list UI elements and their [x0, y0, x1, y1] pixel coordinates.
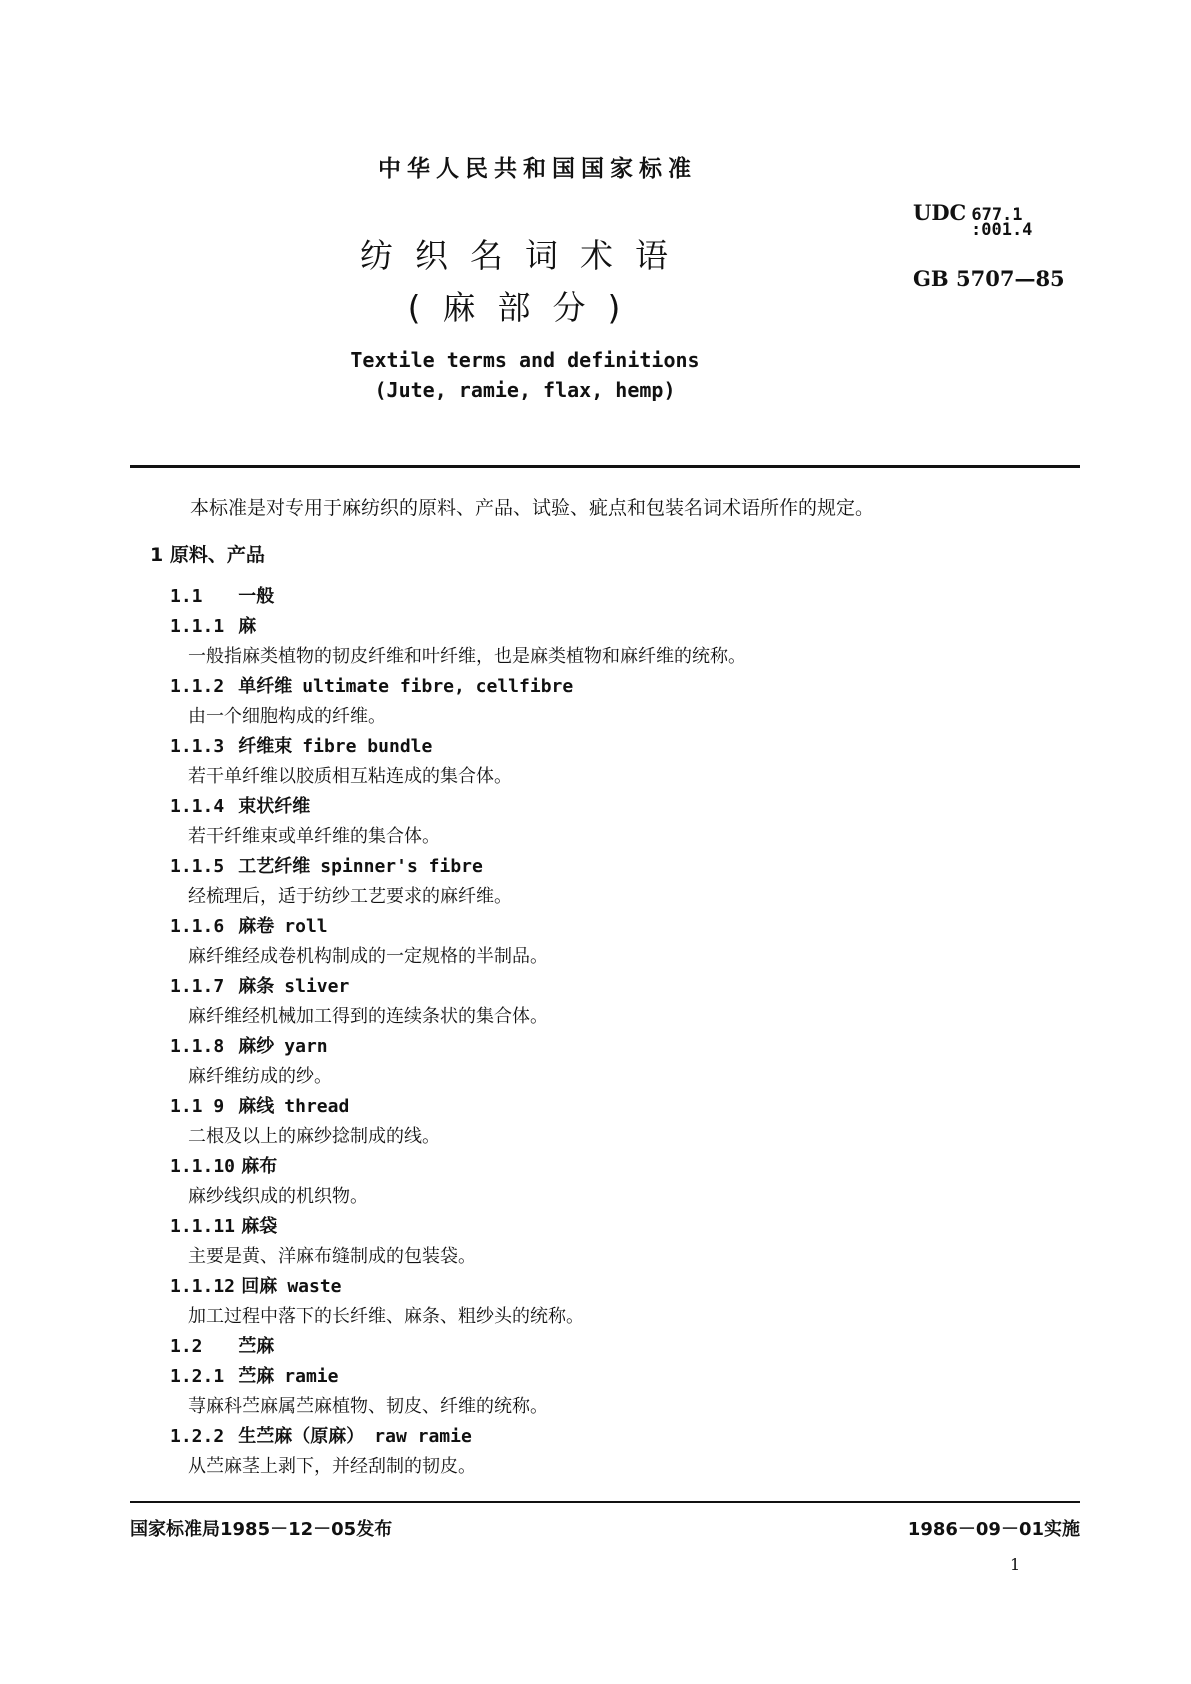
term-definition: 若干纤维束或单纤维的集合体。: [188, 826, 440, 847]
term-definition: 加工过程中落下的长纤维、麻条、粗纱头的统称。: [188, 1306, 584, 1327]
term-en: raw ramie: [374, 1426, 472, 1447]
term-cn: 生苎麻（原麻）: [232, 1426, 365, 1447]
term-heading: [170, 912, 328, 938]
term-cn: 束状纤维: [232, 796, 311, 817]
top-divider: [130, 465, 1080, 468]
udc-code: [913, 200, 1033, 240]
term-number: 1.1 9: [170, 1096, 225, 1117]
term-heading: [170, 612, 256, 638]
term-heading: [170, 582, 274, 608]
term-definition: 荨麻科苎麻属苎麻植物、韧皮、纤维的统称。: [188, 1396, 548, 1417]
term-definition: 一般指麻类植物的韧皮纤维和叶纤维，也是麻类植物和麻纤维的统称。: [188, 646, 746, 667]
term-definition: 若干单纤维以胶质相互粘连成的集合体。: [188, 766, 512, 787]
term-number: 1.1.1: [170, 616, 225, 637]
effective-date: 1986－09－01实施: [907, 1519, 1080, 1540]
term-cn: 麻: [232, 616, 257, 637]
term-definition: 从苎麻茎上剥下，并经刮制的韧皮。: [188, 1456, 476, 1477]
term-cn: 回麻: [235, 1276, 278, 1297]
term-cn: 一般: [232, 586, 275, 607]
term-en: spinner's fibre: [320, 856, 483, 877]
term-definition: 麻纤维经机械加工得到的连续条状的集合体。: [188, 1006, 548, 1027]
page-number: 1: [1010, 1555, 1021, 1574]
term-cn: 单纤维: [232, 676, 293, 697]
term-cn: 苎麻: [232, 1336, 275, 1357]
term-number: 1.1: [170, 586, 203, 607]
term-cn: 麻线: [232, 1096, 275, 1117]
term-heading: [170, 1332, 274, 1358]
intro-paragraph: 本标准是对专用于麻纺织的原料、产品、试验、疵点和包装名词术语所作的规定。: [190, 497, 875, 519]
term-number: 1.2.1: [170, 1366, 225, 1387]
term-cn: 麻布: [235, 1156, 278, 1177]
term-number: 1.1.4: [170, 796, 225, 817]
term-number: 1.2.2: [170, 1426, 225, 1447]
term-definition: 经梳理后，适于纺纱工艺要求的麻纤维。: [188, 886, 512, 907]
national-standard-heading: 中华人民共和国国家标准: [378, 156, 697, 182]
term-number: 1.2: [170, 1336, 203, 1357]
term-heading: [170, 1272, 342, 1298]
term-heading: [170, 1422, 472, 1448]
term-en: roll: [284, 916, 328, 937]
term-cn: 工艺纤维: [232, 856, 311, 877]
title-en: Textile terms and definitions: [350, 348, 700, 372]
udc-line1: 677.1: [971, 205, 1023, 225]
term-en: sliver: [284, 976, 350, 997]
gb-code: GB 5707—85: [913, 266, 1065, 291]
term-number: 1.1.7: [170, 976, 225, 997]
term-heading: [170, 1032, 328, 1058]
term-en: ultimate fibre, cellfibre: [302, 676, 574, 697]
subtitle-cn: (麻部分): [407, 288, 643, 327]
term-heading: [170, 1362, 338, 1388]
term-cn: 麻条: [232, 976, 275, 997]
term-heading: [170, 792, 310, 818]
term-number: 1.1.6: [170, 916, 225, 937]
issue-date: 国家标准局1985－12－05发布: [130, 1519, 393, 1540]
term-en: ramie: [284, 1366, 339, 1387]
term-heading: [170, 852, 483, 878]
term-en: waste: [287, 1276, 342, 1297]
term-heading: [170, 672, 573, 698]
term-number: 1.1.10: [170, 1156, 236, 1177]
term-number: 1.1.8: [170, 1036, 225, 1057]
term-definition: 麻纤维经成卷机构制成的一定规格的半制品。: [188, 946, 548, 967]
term-cn: 纤维束: [232, 736, 293, 757]
term-definition: 由一个细胞构成的纤维。: [188, 706, 386, 727]
udc-line2: :001.4: [971, 220, 1033, 240]
term-en: yarn: [284, 1036, 328, 1057]
term-en: fibre bundle: [302, 736, 433, 757]
term-heading: [170, 1152, 277, 1178]
udc-label: UDC: [913, 200, 967, 225]
term-number: 1.1.2: [170, 676, 225, 697]
term-cn: 麻纱: [232, 1036, 275, 1057]
term-definition: 麻纤维纺成的纱。: [188, 1066, 332, 1087]
term-cn: 麻卷: [232, 916, 275, 937]
term-number: 1.1.12: [170, 1276, 236, 1297]
title-cn: 纺织名词术语: [360, 236, 690, 275]
term-number: 1.1.11: [170, 1216, 236, 1237]
term-en: thread: [284, 1096, 350, 1117]
term-heading: [170, 732, 432, 758]
section-heading: 1 原料、产品: [150, 544, 265, 566]
term-definition: 二根及以上的麻纱捻制成的线。: [188, 1126, 440, 1147]
term-definition: 麻纱线织成的机织物。: [188, 1186, 368, 1207]
term-cn: 麻袋: [235, 1216, 278, 1237]
term-number: 1.1.5: [170, 856, 225, 877]
term-cn: 苎麻: [232, 1366, 275, 1387]
subtitle-en: (Jute, ramie, flax, hemp): [374, 378, 676, 402]
term-heading: [170, 972, 349, 998]
term-definition: 主要是黄、洋麻布缝制成的包装袋。: [188, 1246, 476, 1267]
term-number: 1.1.3: [170, 736, 225, 757]
term-heading: [170, 1092, 349, 1118]
term-heading: [170, 1212, 277, 1238]
bottom-divider: [130, 1501, 1080, 1503]
